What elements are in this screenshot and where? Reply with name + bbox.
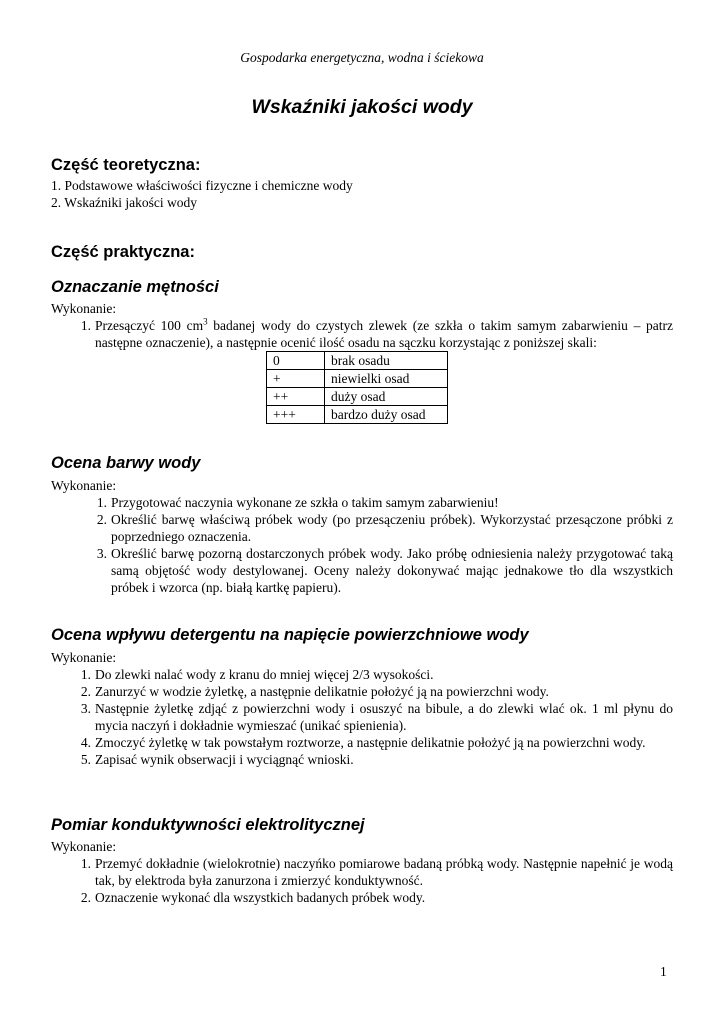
- turbidity-heading: Oznaczanie mętności: [51, 278, 219, 296]
- conductivity-heading: Pomiar konduktywności elektrolitycznej: [51, 816, 365, 834]
- scale-symbol: 0: [267, 352, 325, 370]
- step-text: Oznaczenie wykonać dla wszystkich badanych próbek wody.: [95, 890, 426, 905]
- step-text: Zapisać wynik obserwacji i wyciągnąć wnioski.: [95, 752, 354, 767]
- step-text: Przemyć dokładnie (wielokrotnie) naczyńko pomiarowe badaną próbką wody. Następnie napełnić je wodą tak, by elektroda była zanurzona i zmierzyć konduktywność.: [95, 856, 673, 888]
- conductivity-label: Wykonanie:: [51, 839, 117, 854]
- step-text: Zmoczyć żyletkę w tak powstałym roztworze, a następnie delikatnie położyć ją na powierzchni wody.: [95, 735, 646, 750]
- step-number: 2.: [96, 512, 107, 527]
- detergent-step-1: [51, 666, 673, 683]
- step-text: Określić barwę właściwą próbek wody (po przesączeniu próbek). Wykorzystać przesączone próbki z poprzedniego oznaczenia.: [111, 512, 673, 544]
- step-number: 1.: [80, 667, 91, 682]
- scale-symbol: +: [267, 370, 325, 388]
- step-number: 2.: [80, 684, 91, 699]
- step-text: Zanurzyć w wodzie żyletkę, a następnie delikatnie położyć ją na powierzchni wody.: [95, 684, 549, 699]
- color-heading: Ocena barwy wody: [51, 454, 201, 472]
- document-title: Wskaźniki jakości wody: [251, 96, 473, 118]
- step-text: Określić barwę pozorną dostarczonych próbek wody. Jako próbę odniesienia należy przygotować taką samą objętość wody destylowanej. Oceny należy dokonywać mając jednakowe tło dla wszystkich próbek i wzorca (np. białą kartkę papieru).: [111, 546, 673, 595]
- detergent-step-5: [51, 751, 673, 768]
- table-row: [267, 388, 448, 406]
- step-text: Do zlewki nalać wody z kranu do mniej więcej 2/3 wysokości.: [95, 667, 434, 682]
- running-header: Gospodarka energetyczna, wodna i ściekowa: [240, 50, 484, 65]
- theory-item-2: 2. Wskaźniki jakości wody: [51, 195, 197, 210]
- scale-description: bardzo duży osad: [325, 406, 448, 424]
- conductivity-step-1: [51, 855, 673, 889]
- table-row: [267, 370, 448, 388]
- color-step-3: [51, 545, 673, 596]
- color-step-2: [51, 511, 673, 545]
- detergent-steps: [51, 666, 673, 768]
- table-row: [267, 352, 448, 370]
- turbidity-label: Wykonanie:: [51, 301, 117, 316]
- step-text: Następnie żyletkę zdjąć z powierzchni wody i osuszyć na bibule, a do zlewki wlać ok. 1 ml płynu do mycia naczyń i dokładnie wymieszać (unikać spienienia).: [95, 701, 673, 733]
- scale-description: brak osadu: [325, 352, 448, 370]
- practice-heading: Część praktyczna:: [51, 243, 195, 261]
- theory-item-1: 1. Podstawowe właściwości fizyczne i chemiczne wody: [51, 178, 353, 193]
- step-number: 1.: [80, 318, 91, 333]
- step-text-part: Przesączyć 100 cm: [95, 318, 204, 333]
- scale-description: niewielki osad: [325, 370, 448, 388]
- step-number: 5.: [80, 752, 91, 767]
- step-text: [95, 317, 673, 351]
- step-number: 1.: [80, 856, 91, 871]
- detergent-step-2: [51, 683, 673, 700]
- step-text-part: badanej wody do czystych zlewek (ze szkła o takim samym zabarwieniu – patrz następne oznaczenie), a następnie ocenić ilość osadu na sączku korzystając z poniższej skali:: [95, 318, 674, 350]
- color-step-1: [51, 494, 673, 511]
- detergent-heading: Ocena wpływu detergentu na napięcie powierzchniowe wody: [51, 626, 529, 644]
- step-number: 2.: [80, 890, 91, 905]
- color-label: Wykonanie:: [51, 478, 117, 493]
- step-number: 3.: [80, 701, 91, 716]
- table-row: [267, 406, 448, 424]
- step-text: Przygotować naczynia wykonane ze szkła o takim samym zabarwieniu!: [111, 495, 499, 510]
- conductivity-step-2: [51, 889, 673, 906]
- step-number: 4.: [80, 735, 91, 750]
- sediment-scale-table: [266, 351, 448, 424]
- detergent-step-4: [51, 734, 673, 751]
- turbidity-step-1: [51, 317, 673, 351]
- color-steps: [51, 494, 673, 596]
- conductivity-steps: [51, 855, 673, 906]
- scale-symbol: +++: [267, 406, 325, 424]
- step-number: 1.: [96, 495, 107, 510]
- page-number: 1: [660, 964, 667, 979]
- superscript-3: 3: [203, 316, 208, 327]
- scale-description: duży osad: [325, 388, 448, 406]
- detergent-label: Wykonanie:: [51, 650, 117, 665]
- detergent-step-3: [51, 700, 673, 734]
- turbidity-steps: [51, 317, 673, 351]
- theory-heading: Część teoretyczna:: [51, 156, 201, 174]
- step-number: 3.: [96, 546, 107, 561]
- scale-symbol: ++: [267, 388, 325, 406]
